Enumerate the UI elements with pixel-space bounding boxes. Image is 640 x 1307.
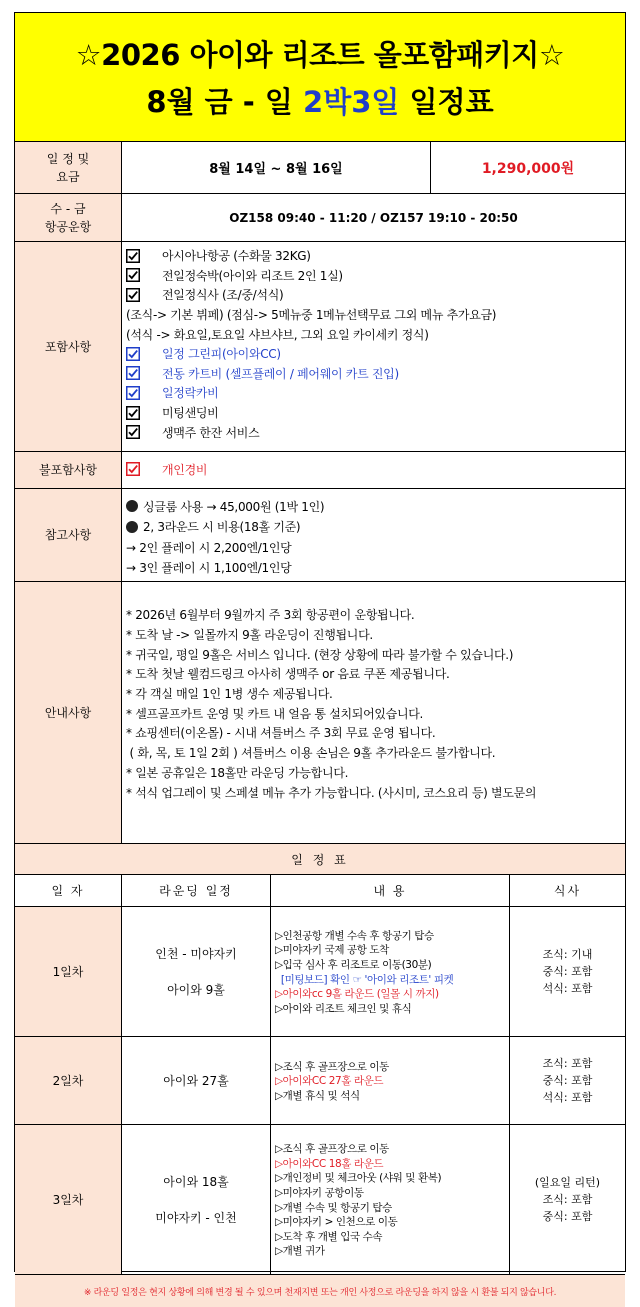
day-label: 1일차 xyxy=(15,907,122,1036)
content-item: ▷미야자키 국제 공항 도착 xyxy=(275,944,389,957)
round-item: 아이와 27홀 xyxy=(163,1074,229,1088)
round-item: 아이와 18홀 xyxy=(163,1175,229,1189)
notice-item: * 도착 첫날 웰컴드링크 아사히 생맥주 or 음료 쿠폰 제공됩니다. xyxy=(126,667,450,682)
header-meals: 식사 xyxy=(553,884,582,898)
header-content: 내 용 xyxy=(271,875,510,906)
included-label: 포함사항 xyxy=(15,242,122,451)
included-item xyxy=(126,285,625,305)
included-item-text: 생맥주 한잔 서비스 xyxy=(162,425,260,440)
content-item: ▷아이와cc 9홀 라운드 (일몰 시 까지) xyxy=(275,988,439,1001)
day-meals xyxy=(510,1037,625,1124)
notice-item: * 각 객실 매일 1인 1병 생수 제공됩니다. xyxy=(126,687,333,702)
meal-item: 석식: 포함 xyxy=(542,982,593,995)
content-item: [미팅보드] 확인 ☞ '아이와 리조트' 피켓 xyxy=(275,973,454,986)
day-row xyxy=(15,1125,625,1275)
reference-item-text: 2, 3라운드 시 비용(18홀 기준) xyxy=(143,520,301,535)
content-item: ▷미야자키 > 인천으로 이동 xyxy=(275,1216,398,1229)
title-suffix: 일정표 xyxy=(409,85,494,119)
flight-info: OZ158 09:40 - 11:20 / OZ157 19:10 - 20:50 xyxy=(229,210,518,225)
travel-dates: 8월 14일 ~ 8월 16일 xyxy=(122,142,431,193)
reference-item xyxy=(126,558,625,579)
title-line-2 xyxy=(15,80,625,121)
day-meals xyxy=(510,1125,625,1274)
checkbox-icon xyxy=(126,288,140,302)
meal-item: 조식: 포함 xyxy=(542,1193,593,1206)
title-dates: 8월 금 - 일 xyxy=(146,85,293,119)
content-item: ▷미야자키 공항이동 xyxy=(275,1186,364,1199)
day-content xyxy=(271,1037,510,1124)
included-item-text: 아시아나항공 (수화물 32KG) xyxy=(162,249,311,264)
document-title xyxy=(15,13,625,142)
content-item: ▷아이와 리조트 체크인 및 휴식 xyxy=(275,1002,412,1015)
reference-list xyxy=(122,489,625,581)
day-label: 2일차 xyxy=(15,1037,122,1124)
content-item: ▷조식 후 골프장으로 이동 xyxy=(275,1143,389,1156)
included-item-text: 미팅샌딩비 xyxy=(162,406,219,421)
content-item: ▷개별 휴식 및 석식 xyxy=(275,1089,360,1102)
excluded-item xyxy=(126,459,207,479)
excluded-row xyxy=(15,452,625,489)
included-item xyxy=(126,383,625,403)
included-item xyxy=(126,422,625,442)
excluded-list xyxy=(122,452,625,488)
notice-item: * 도착 날 -> 일몰까지 9홀 라운딩이 진행됩니다. xyxy=(126,628,373,643)
day-row xyxy=(15,1037,625,1125)
notice-item: * 쇼핑센터(이온몰) - 시내 셔틀버스 주 3회 무료 운영 됩니다. xyxy=(126,726,436,741)
reference-row xyxy=(15,489,625,582)
checkbox-icon xyxy=(126,462,140,476)
meal-item: 석식: 포함 xyxy=(542,1091,593,1104)
meal-item: 중식: 포함 xyxy=(542,1210,593,1223)
included-item xyxy=(126,246,625,266)
round-item: 아이와 9홀 xyxy=(167,983,225,997)
day-row xyxy=(15,907,625,1037)
reference-item xyxy=(126,496,625,517)
itinerary-header xyxy=(15,875,625,907)
meal-item: (일요일 리턴) xyxy=(534,1176,601,1189)
notice-item: * 석식 업그레이 및 스페셜 메뉴 추가 가능합니다. (사시미, 코스요리 등) 별도문의 xyxy=(126,785,537,800)
included-item xyxy=(126,344,625,364)
notice-item: * 일본 공휴일은 18홀만 라운딩 가능합니다. xyxy=(126,765,349,780)
included-item-text: 전일정숙박(아이와 리조트 2인 1실) xyxy=(162,268,343,283)
day-meals xyxy=(510,907,625,1036)
content-item: ▷개별 귀가 xyxy=(275,1245,325,1258)
checkbox-icon xyxy=(126,268,140,282)
round-item: 인천 - 미야자키 xyxy=(155,947,237,961)
day-rounds xyxy=(122,907,271,1036)
itinerary-document xyxy=(14,12,626,1298)
included-item xyxy=(126,324,625,344)
bullet-dot-icon xyxy=(126,521,138,533)
notice-label: 안내사항 xyxy=(15,582,122,843)
excluded-item-text: 개인경비 xyxy=(162,462,208,477)
checkbox-icon xyxy=(126,386,140,400)
meal-item: 조식: 포함 xyxy=(542,1057,593,1070)
included-item xyxy=(126,266,625,286)
excluded-label: 불포함사항 xyxy=(15,452,122,488)
flight-row xyxy=(15,194,625,242)
day-rounds xyxy=(122,1125,271,1274)
checkbox-icon xyxy=(126,347,140,361)
content-item: ▷개인정비 및 체크아웃 (샤워 및 환복) xyxy=(275,1172,442,1185)
notice-list xyxy=(122,582,625,843)
included-item-text: (석식 -> 화요일,토요일 샤브샤브, 그외 요일 카이세키 정식) xyxy=(126,327,429,342)
flight-label: 수 - 금 항공운항 xyxy=(15,194,122,241)
included-item-text: 전일정식사 (조/중/석식) xyxy=(162,288,284,303)
reference-label: 참고사항 xyxy=(15,489,122,581)
title-line-1: ☆2026 아이와 리조트 올포함패키지☆ xyxy=(75,38,565,72)
checkbox-icon xyxy=(126,249,140,263)
meal-item: 중식: 포함 xyxy=(542,1074,593,1087)
itinerary-days xyxy=(15,907,625,1275)
content-item: ▷아이와CC 27홀 라운드 xyxy=(275,1075,384,1088)
reference-item-text: 싱글룸 사용 → 45,000원 (1박 1인) xyxy=(143,499,325,514)
content-item: ▷아이와CC 18홀 라운드 xyxy=(275,1157,384,1170)
meal-item: 중식: 포함 xyxy=(542,965,593,978)
notice-item: * 귀국일, 평일 9홀은 서비스 입니다. (현장 상황에 따라 불가할 수 있습니다.) xyxy=(126,647,514,662)
reference-item-text: → 2인 플레이 시 2,200엔/1인당 xyxy=(126,540,292,555)
included-item xyxy=(126,403,625,423)
included-item-text: (조식-> 기본 뷔페) (점심-> 5메뉴중 1메뉴선택무료 그외 메뉴 추가요금) xyxy=(126,308,497,323)
checkbox-icon xyxy=(126,406,140,420)
content-item: ▷조식 후 골프장으로 이동 xyxy=(275,1060,389,1073)
included-item xyxy=(126,364,625,384)
day-label: 3일차 xyxy=(15,1125,122,1274)
day-content xyxy=(271,1125,510,1274)
reference-item xyxy=(126,517,625,538)
itinerary-footer-note: ※ 라운딩 일정은 현지 상황에 의해 변경 될 수 있으며 천재지변 또는 개인 사정으로 라운딩을 하지 않을 시 환불 되지 않습니다. xyxy=(15,1275,625,1307)
notice-item: * 2026년 6월부터 9월까지 주 3회 항공편이 운항됩니다. xyxy=(126,608,415,623)
reference-item-text: → 3인 플레이 시 1,100엔/1인당 xyxy=(126,561,292,576)
included-item-text: 전동 카트비 (셀프플레이 / 페어웨이 카트 진입) xyxy=(162,366,399,381)
reference-item xyxy=(126,537,625,558)
content-item: ▷개별 수속 및 항공기 탑승 xyxy=(275,1201,392,1214)
checkbox-icon xyxy=(126,425,140,439)
round-item: 미야자키 - 인천 xyxy=(155,1211,237,1225)
included-item-text: 일정락카비 xyxy=(162,386,219,401)
meal-item: 조식: 기내 xyxy=(542,948,593,961)
day-rounds xyxy=(122,1037,271,1124)
checkbox-icon xyxy=(126,366,140,380)
included-item xyxy=(126,305,625,325)
content-item: ▷도착 후 개별 입국 수속 xyxy=(275,1230,383,1243)
notice-row xyxy=(15,582,625,844)
included-item-text: 일정 그린피(아이와CC) xyxy=(162,347,281,362)
content-item: ▷인천공항 개별 수속 후 항공기 탑승 xyxy=(275,929,434,942)
package-price: 1,290,000원 xyxy=(481,160,575,177)
schedule-price-row xyxy=(15,142,625,194)
schedule-price-label: 일 정 및 요금 xyxy=(15,142,122,193)
itinerary-title: 일 정 표 xyxy=(15,844,625,875)
notice-item: ( 화, 목, 토 1일 2회 ) 셔틀버스 이용 손님은 9홀 추가라운드 불가합니다. xyxy=(126,746,496,761)
notice-item: * 셀프골프카트 운영 및 카트 내 얼음 통 설치되어있습니다. xyxy=(126,706,424,721)
header-day: 일 자 xyxy=(15,875,122,906)
bullet-dot-icon xyxy=(126,500,138,512)
day-content xyxy=(271,907,510,1036)
title-duration: 2박3일 xyxy=(303,85,400,119)
included-list xyxy=(122,242,625,451)
content-item: ▷입국 심사 후 리조트로 이동(30분) xyxy=(275,958,432,971)
header-rounds: 라운딩 일정 xyxy=(122,875,271,906)
included-row xyxy=(15,242,625,452)
